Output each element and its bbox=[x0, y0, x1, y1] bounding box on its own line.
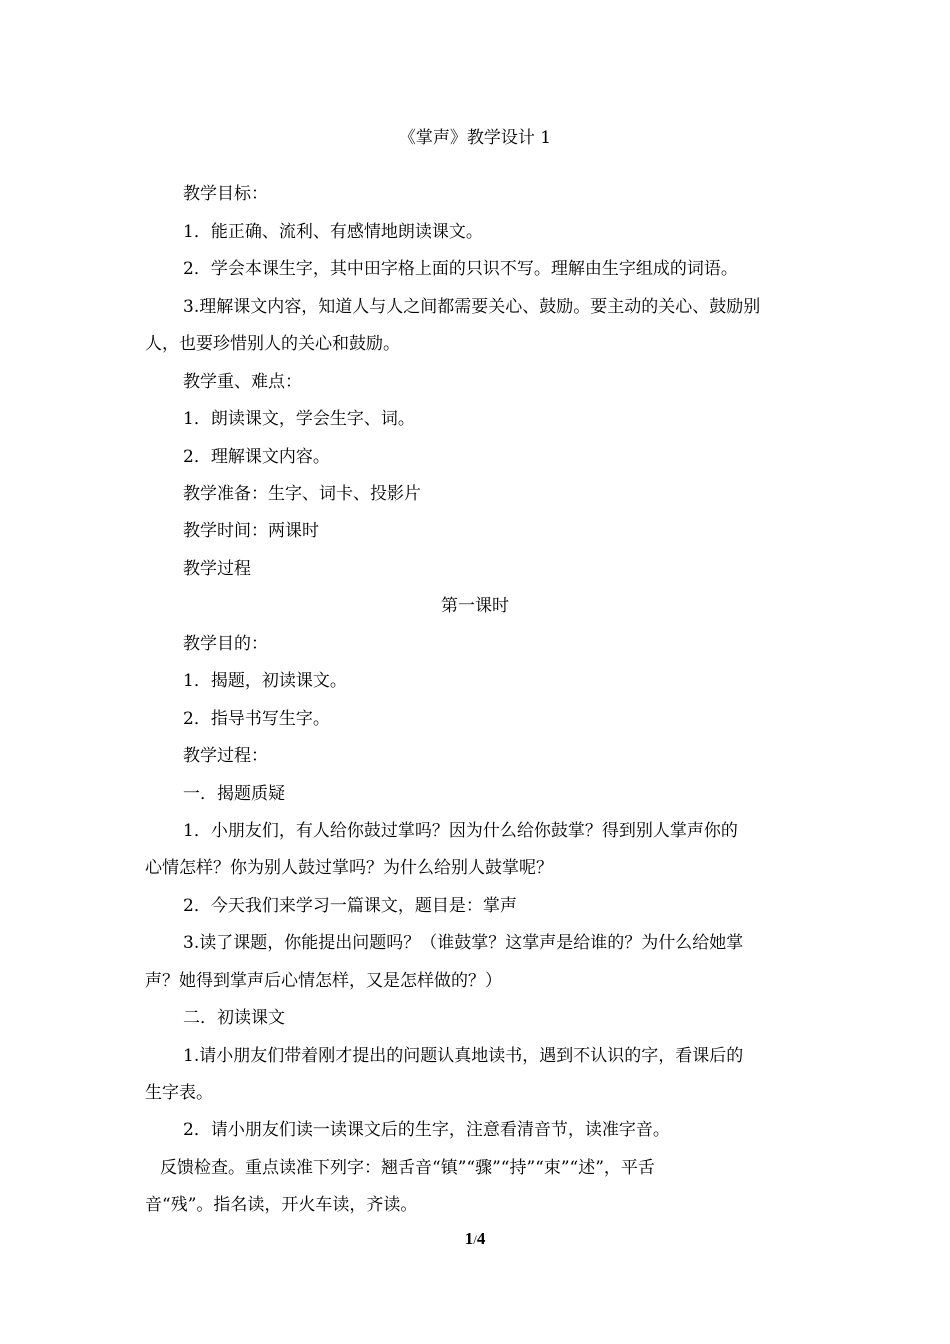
lesson-goal-item-2: 2．指导书写生字。 bbox=[183, 709, 330, 729]
step-2-item-1: 1.请小朋友们带着刚才提出的问题认真地读书，遇到不认识的字，看课后的 bbox=[183, 1046, 744, 1066]
page-number bbox=[0, 1228, 950, 1251]
lesson-heading: 第一课时 bbox=[441, 596, 509, 616]
document-title: 《掌声》教学设计 1 bbox=[398, 128, 552, 148]
page-separator: / bbox=[473, 1232, 477, 1247]
current-page: 1 bbox=[464, 1229, 474, 1248]
section-heading-objectives: 教学目标： bbox=[183, 184, 268, 204]
section-heading-key-points: 教学重、难点： bbox=[183, 372, 302, 392]
step-1-item-3-continued: 声？她得到掌声后心情怎样，又是怎样做的？） bbox=[145, 971, 502, 991]
time-line: 教学时间：两课时 bbox=[183, 521, 319, 541]
step-2-item-2: 2．请小朋友们读一读课文后的生字，注意看清音节，读准字音。 bbox=[183, 1120, 670, 1140]
section-heading-process: 教学过程 bbox=[183, 559, 251, 579]
step-1-item-2: 2．今天我们来学习一篇课文，题目是：掌声 bbox=[183, 896, 517, 916]
preparation-line: 教学准备：生字、词卡、投影片 bbox=[183, 484, 421, 504]
key-point-item-1: 1．朗读课文，学会生字、词。 bbox=[183, 409, 415, 429]
objective-item-3: 3.理解课文内容，知道人与人之间都需要关心、鼓励。要主动的关心、鼓励别 bbox=[183, 297, 761, 317]
step-1-item-3: 3.读了课题，你能提出问题吗？（谁鼓掌？这掌声是给谁的？为什么给她掌 bbox=[183, 933, 744, 953]
total-pages: 4 bbox=[476, 1229, 486, 1248]
objective-item-2: 2．学会本课生字，其中田字格上面的只识不写。理解由生字组成的词语。 bbox=[183, 259, 738, 279]
step-1-item-1-continued: 心情怎样？你为别人鼓过掌吗？为什么给别人鼓掌呢？ bbox=[145, 858, 553, 878]
section-heading-lesson-goals: 教学目的： bbox=[183, 634, 268, 654]
lesson-goal-item-1: 1．揭题，初读课文。 bbox=[183, 671, 347, 691]
key-point-item-2: 2．理解课文内容。 bbox=[183, 447, 330, 467]
feedback-line-continued: 音“残”。指名读，开火车读，齐读。 bbox=[145, 1195, 418, 1215]
step-heading-2: 二．初读课文 bbox=[183, 1008, 285, 1028]
step-heading-1: 一．揭题质疑 bbox=[183, 784, 285, 804]
objective-item-3-continued: 人，也要珍惜别人的关心和鼓励。 bbox=[145, 334, 400, 354]
step-1-item-1: 1．小朋友们，有人给你鼓过掌吗？因为什么给你鼓掌？得到别人掌声你的 bbox=[183, 821, 738, 841]
step-2-item-1-continued: 生字表。 bbox=[145, 1083, 213, 1103]
feedback-line: 反馈检查。重点读准下列字：翘舌音“镇”“骤”“持”“束”“述”，平舌 bbox=[160, 1158, 655, 1178]
section-heading-lesson-process: 教学过程： bbox=[183, 746, 268, 766]
objective-item-1: 1．能正确、流利、有感情地朗读课文。 bbox=[183, 222, 483, 242]
